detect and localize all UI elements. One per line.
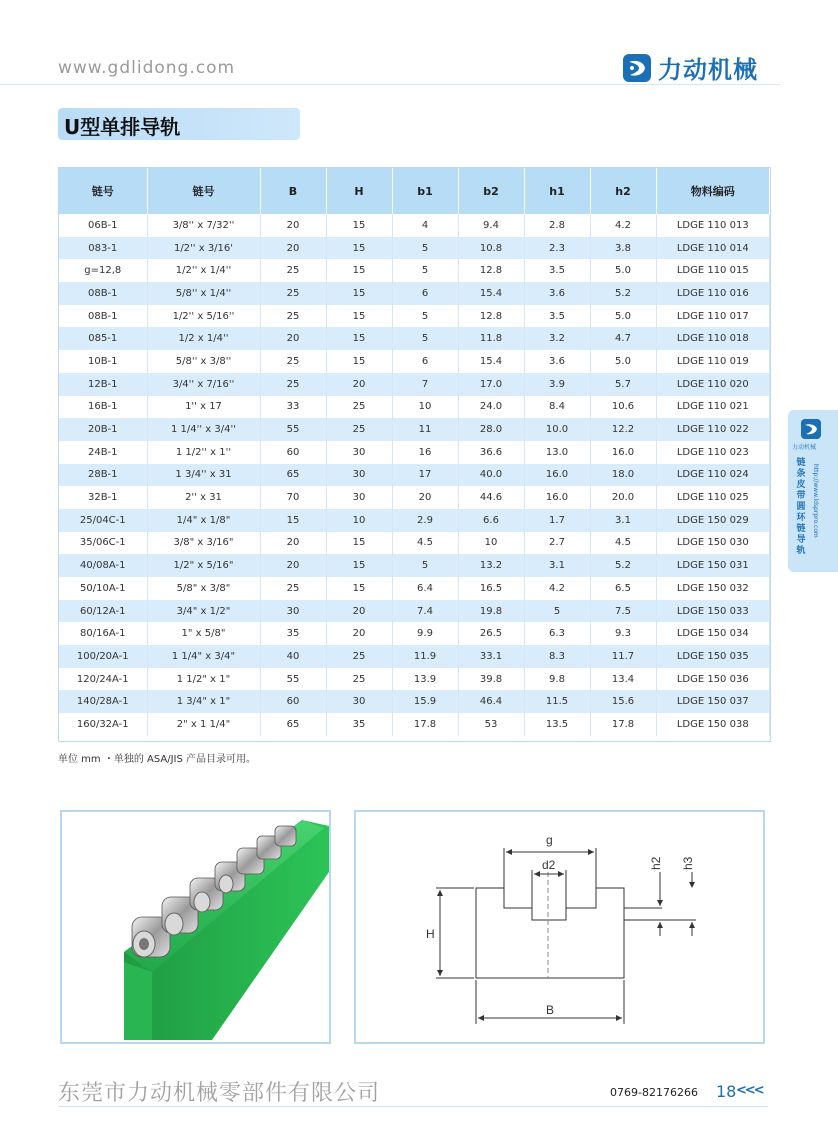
table-cell: 2" x 1 1/4" <box>147 713 260 736</box>
table-cell: 15 <box>326 259 392 282</box>
table-row <box>59 282 770 305</box>
table-cell: 33 <box>260 396 326 419</box>
table-cell: 5 <box>392 554 458 577</box>
table-cell: g=12,8 <box>59 259 147 282</box>
table-cell: 085-1 <box>59 327 147 350</box>
table-cell: 20 <box>260 532 326 555</box>
dim-label-B: B <box>546 1003 555 1017</box>
table-row <box>59 350 770 373</box>
table-cell: 17 <box>392 464 458 487</box>
table-cell: 5.0 <box>590 259 656 282</box>
table-cell: 10 <box>458 532 524 555</box>
page-number: 18 <box>716 1082 737 1101</box>
table-cell: 3.5 <box>524 305 590 328</box>
table-cell: 30 <box>260 600 326 623</box>
table-cell: 25 <box>260 350 326 373</box>
table-cell: LDGE 150 033 <box>656 600 770 623</box>
table-cell: 35 <box>326 713 392 736</box>
u-rail-profile-drawing <box>356 812 763 1042</box>
table-row <box>59 645 770 668</box>
table-cell: 7.4 <box>392 600 458 623</box>
table-cell: 25 <box>326 396 392 419</box>
footer-divider <box>58 1106 768 1107</box>
table-cell: 6.5 <box>590 577 656 600</box>
table-cell: 9.9 <box>392 622 458 645</box>
table-cell: 6 <box>392 282 458 305</box>
table-row <box>59 373 770 396</box>
table-cell: 3.6 <box>524 282 590 305</box>
dim-label-H: H <box>426 927 435 941</box>
table-cell: 13.2 <box>458 554 524 577</box>
table-cell: 15.4 <box>458 282 524 305</box>
table-cell: 12.8 <box>458 305 524 328</box>
table-cell: 1.7 <box>524 509 590 532</box>
table-cell: 55 <box>260 418 326 441</box>
table-cell: 15.4 <box>458 350 524 373</box>
table-cell: 32B-1 <box>59 486 147 509</box>
table-cell: 15.9 <box>392 690 458 713</box>
table-cell: LDGE 150 036 <box>656 668 770 691</box>
table-cell: 40.0 <box>458 464 524 487</box>
column-header: h2 <box>590 168 656 214</box>
table-cell: 08B-1 <box>59 282 147 305</box>
table-cell: 11.8 <box>458 327 524 350</box>
table-cell: 7 <box>392 373 458 396</box>
table-cell: LDGE 150 029 <box>656 509 770 532</box>
table-cell: 35 <box>260 622 326 645</box>
table-cell: 3/8" x 3/16" <box>147 532 260 555</box>
table-cell: 17.8 <box>590 713 656 736</box>
table-row <box>59 509 770 532</box>
table-cell: 3.5 <box>524 259 590 282</box>
table-cell: LDGE 110 023 <box>656 441 770 464</box>
table-cell: 20B-1 <box>59 418 147 441</box>
column-header: b2 <box>458 168 524 214</box>
table-cell: 5.0 <box>590 350 656 373</box>
column-header: H <box>326 168 392 214</box>
table-row <box>59 214 770 237</box>
table-cell: 4.7 <box>590 327 656 350</box>
table-cell: 5/8'' x 3/8'' <box>147 350 260 373</box>
dim-label-h3: h3 <box>681 856 695 870</box>
table-cell: 15 <box>326 237 392 260</box>
table-cell: 3.1 <box>524 554 590 577</box>
brand-name: 力动机械 <box>658 56 758 84</box>
table-cell: 5 <box>524 600 590 623</box>
table-cell: 50/10A-1 <box>59 577 147 600</box>
table-row <box>59 622 770 645</box>
website-url: www.gdlidong.com <box>58 58 236 78</box>
table-cell: 1/2'' x 3/16' <box>147 237 260 260</box>
table-cell: 20 <box>326 622 392 645</box>
table-cell: 10 <box>326 509 392 532</box>
table-row <box>59 418 770 441</box>
table-cell: 1 1/2'' x 1'' <box>147 441 260 464</box>
table-cell: 35/06C-1 <box>59 532 147 555</box>
table-cell: 16B-1 <box>59 396 147 419</box>
table-cell: 5 <box>392 305 458 328</box>
table-cell: 11.9 <box>392 645 458 668</box>
table-cell: LDGE 110 024 <box>656 464 770 487</box>
table-cell: 4.5 <box>392 532 458 555</box>
table-cell: 18.0 <box>590 464 656 487</box>
table-cell: 20 <box>392 486 458 509</box>
section-title-bar <box>58 108 300 140</box>
table-cell: 19.8 <box>458 600 524 623</box>
table-cell: 1 1/2" x 1" <box>147 668 260 691</box>
footer-phone: 0769-82176266 <box>610 1086 698 1099</box>
table-cell: 6 <box>392 350 458 373</box>
table-cell: 1'' x 17 <box>147 396 260 419</box>
table-row <box>59 259 770 282</box>
table-cell: LDGE 110 021 <box>656 396 770 419</box>
table-cell: 06B-1 <box>59 214 147 237</box>
table-cell: 15 <box>326 282 392 305</box>
table-cell: 4.5 <box>590 532 656 555</box>
table-cell: 3.1 <box>590 509 656 532</box>
table-cell: 26.5 <box>458 622 524 645</box>
side-tab-url: http://www.ldsprpro.com <box>812 464 819 538</box>
table-cell: 15 <box>326 327 392 350</box>
table-cell: 13.9 <box>392 668 458 691</box>
table-cell: 20 <box>260 237 326 260</box>
table-cell: 60/12A-1 <box>59 600 147 623</box>
table-row <box>59 600 770 623</box>
table-cell: LDGE 110 016 <box>656 282 770 305</box>
table-cell: 28B-1 <box>59 464 147 487</box>
table-cell: 28.0 <box>458 418 524 441</box>
table-cell: 46.4 <box>458 690 524 713</box>
table-cell: 25 <box>260 577 326 600</box>
table-cell: 4.2 <box>524 577 590 600</box>
table-cell: 9.3 <box>590 622 656 645</box>
table-cell: LDGE 110 019 <box>656 350 770 373</box>
table-cell: 25 <box>326 418 392 441</box>
table-cell: 16.0 <box>590 441 656 464</box>
table-cell: 13.5 <box>524 713 590 736</box>
dim-label-h2: h2 <box>649 856 663 870</box>
table-cell: 4 <box>392 214 458 237</box>
table-cell: 5 <box>392 237 458 260</box>
table-cell: 16.0 <box>524 486 590 509</box>
side-logo-icon <box>800 418 822 440</box>
table-cell: 12.2 <box>590 418 656 441</box>
table-cell: LDGE 110 025 <box>656 486 770 509</box>
table-cell: 2.8 <box>524 214 590 237</box>
table-cell: 2.3 <box>524 237 590 260</box>
table-cell: 11.7 <box>590 645 656 668</box>
table-cell: 3/8'' x 7/32'' <box>147 214 260 237</box>
table-row <box>59 532 770 555</box>
table-cell: 30 <box>326 441 392 464</box>
table-cell: 13.0 <box>524 441 590 464</box>
table-cell: 1 1/4" x 3/4" <box>147 645 260 668</box>
table-cell: 15.6 <box>590 690 656 713</box>
table-cell: 24B-1 <box>59 441 147 464</box>
table-cell: 11 <box>392 418 458 441</box>
table-cell: 5/8'' x 1/4'' <box>147 282 260 305</box>
table-cell: 20 <box>326 600 392 623</box>
table-cell: LDGE 150 032 <box>656 577 770 600</box>
table-cell: 5.2 <box>590 282 656 305</box>
table-cell: 1/2 x 1/4'' <box>147 327 260 350</box>
table-cell: 08B-1 <box>59 305 147 328</box>
table-cell: 083-1 <box>59 237 147 260</box>
table-cell: 9.4 <box>458 214 524 237</box>
chevron-left-icon: <<< <box>736 1083 763 1098</box>
table-cell: 15 <box>326 554 392 577</box>
side-logo-text: 力动机械 <box>792 444 817 451</box>
table-cell: LDGE 150 035 <box>656 645 770 668</box>
table-cell: 120/24A-1 <box>59 668 147 691</box>
table-cell: 1 1/4'' x 3/4'' <box>147 418 260 441</box>
table-cell: 65 <box>260 464 326 487</box>
table-cell: 15 <box>326 214 392 237</box>
table-cell: LDGE 150 030 <box>656 532 770 555</box>
table-cell: 25 <box>260 373 326 396</box>
table-cell: 10.8 <box>458 237 524 260</box>
table-cell: 2'' x 31 <box>147 486 260 509</box>
table-cell: LDGE 110 013 <box>656 214 770 237</box>
table-cell: 44.6 <box>458 486 524 509</box>
table-row <box>59 486 770 509</box>
table-cell: 17.8 <box>392 713 458 736</box>
table-cell: 53 <box>458 713 524 736</box>
table-cell: 1/2" x 5/16" <box>147 554 260 577</box>
table-cell: 10.6 <box>590 396 656 419</box>
side-tab-label: 链条 皮带 圆环链导轨 <box>796 458 806 556</box>
table-cell: 5.2 <box>590 554 656 577</box>
table-cell: LDGE 150 037 <box>656 690 770 713</box>
table-cell: LDGE 110 020 <box>656 373 770 396</box>
table-cell: 15 <box>326 532 392 555</box>
table-cell: 2.9 <box>392 509 458 532</box>
spec-table <box>59 168 770 736</box>
table-cell: LDGE 150 034 <box>656 622 770 645</box>
table-cell: 20 <box>260 327 326 350</box>
table-cell: 20 <box>260 554 326 577</box>
table-cell: 3.9 <box>524 373 590 396</box>
table-cell: 60 <box>260 441 326 464</box>
cross-section-diagram <box>354 810 765 1044</box>
table-cell: 24.0 <box>458 396 524 419</box>
table-cell: 17.0 <box>458 373 524 396</box>
table-cell: LDGE 110 018 <box>656 327 770 350</box>
table-cell: 12.8 <box>458 259 524 282</box>
table-cell: 1 3/4'' x 31 <box>147 464 260 487</box>
table-cell: 40 <box>260 645 326 668</box>
table-cell: 20 <box>326 373 392 396</box>
table-cell: 3/4" x 1/2" <box>147 600 260 623</box>
column-header: 链号 <box>59 168 147 214</box>
table-cell: 5.7 <box>590 373 656 396</box>
table-cell: 5/8" x 3/8" <box>147 577 260 600</box>
table-row <box>59 441 770 464</box>
table-cell: 16.0 <box>524 464 590 487</box>
table-cell: 5.0 <box>590 305 656 328</box>
dim-label-d2: d2 <box>542 858 556 872</box>
table-cell: LDGE 110 017 <box>656 305 770 328</box>
table-cell: 3.2 <box>524 327 590 350</box>
table-cell: 30 <box>326 464 392 487</box>
table-row <box>59 690 770 713</box>
table-cell: 7.5 <box>590 600 656 623</box>
table-cell: 16.5 <box>458 577 524 600</box>
table-cell: 30 <box>326 690 392 713</box>
table-cell: 1/4" x 1/8" <box>147 509 260 532</box>
table-cell: 20.0 <box>590 486 656 509</box>
table-row <box>59 668 770 691</box>
table-row <box>59 464 770 487</box>
chain-on-guide-rail-image <box>62 812 329 1042</box>
table-cell: 25 <box>260 282 326 305</box>
side-tab <box>788 410 838 572</box>
table-cell: 25 <box>326 645 392 668</box>
table-cell: 13.4 <box>590 668 656 691</box>
table-cell: 70 <box>260 486 326 509</box>
table-cell: 3.6 <box>524 350 590 373</box>
table-cell: 5 <box>392 327 458 350</box>
table-cell: 16 <box>392 441 458 464</box>
table-row <box>59 396 770 419</box>
column-header: h1 <box>524 168 590 214</box>
table-cell: LDGE 150 038 <box>656 713 770 736</box>
table-body <box>59 214 770 736</box>
table-cell: 160/32A-1 <box>59 713 147 736</box>
table-cell: 25 <box>260 259 326 282</box>
table-cell: 30 <box>326 486 392 509</box>
dim-label-g: g <box>546 833 553 847</box>
table-header-row <box>59 168 770 214</box>
table-cell: 140/28A-1 <box>59 690 147 713</box>
table-cell: 6.3 <box>524 622 590 645</box>
page-title: U型单排导轨 <box>64 115 181 139</box>
table-cell: 25/04C-1 <box>59 509 147 532</box>
table-row <box>59 554 770 577</box>
table-cell: 15 <box>326 577 392 600</box>
column-header: B <box>260 168 326 214</box>
table-cell: 1/2'' x 1/4'' <box>147 259 260 282</box>
table-cell: 12B-1 <box>59 373 147 396</box>
table-cell: 15 <box>326 350 392 373</box>
table-cell: 33.1 <box>458 645 524 668</box>
table-cell: 1" x 5/8" <box>147 622 260 645</box>
table-cell: 3/4'' x 7/16'' <box>147 373 260 396</box>
table-cell: 60 <box>260 690 326 713</box>
table-row <box>59 237 770 260</box>
table-cell: 65 <box>260 713 326 736</box>
table-cell: 10.0 <box>524 418 590 441</box>
column-header: b1 <box>392 168 458 214</box>
table-cell: 6.6 <box>458 509 524 532</box>
table-row <box>59 577 770 600</box>
table-cell: LDGE 150 031 <box>656 554 770 577</box>
footer-company-name: 东莞市力动机械零部件有限公司 <box>58 1081 381 1106</box>
table-cell: 4.2 <box>590 214 656 237</box>
column-header: 物料编码 <box>656 168 770 214</box>
table-cell: 40/08A-1 <box>59 554 147 577</box>
table-row <box>59 713 770 736</box>
table-cell: 100/20A-1 <box>59 645 147 668</box>
column-header: 链号 <box>147 168 260 214</box>
table-cell: 80/16A-1 <box>59 622 147 645</box>
table-cell: 1/2'' x 5/16'' <box>147 305 260 328</box>
unit-note: 单位 mm ・单独的 ASA/JIS 产品目录可用。 <box>58 754 257 765</box>
table-cell: 6.4 <box>392 577 458 600</box>
table-cell: LDGE 110 015 <box>656 259 770 282</box>
table-cell: 36.6 <box>458 441 524 464</box>
table-cell: 25 <box>260 305 326 328</box>
table-row <box>59 305 770 328</box>
table-cell: 10 <box>392 396 458 419</box>
table-cell: 25 <box>326 668 392 691</box>
table-cell: LDGE 110 014 <box>656 237 770 260</box>
spec-table-container <box>58 167 771 742</box>
table-row <box>59 327 770 350</box>
table-cell: 15 <box>326 305 392 328</box>
brand-logo <box>622 50 758 85</box>
table-cell: LDGE 110 022 <box>656 418 770 441</box>
table-cell: 10B-1 <box>59 350 147 373</box>
table-cell: 39.8 <box>458 668 524 691</box>
table-cell: 55 <box>260 668 326 691</box>
table-cell: 11.5 <box>524 690 590 713</box>
table-cell: 9.8 <box>524 668 590 691</box>
table-cell: 5 <box>392 259 458 282</box>
table-cell: 2.7 <box>524 532 590 555</box>
brand-mark-icon <box>622 53 652 83</box>
table-cell: 1 3/4" x 1" <box>147 690 260 713</box>
table-cell: 8.3 <box>524 645 590 668</box>
product-photo <box>60 810 331 1044</box>
table-cell: 15 <box>260 509 326 532</box>
table-cell: 3.8 <box>590 237 656 260</box>
table-cell: 8.4 <box>524 396 590 419</box>
table-cell: 20 <box>260 214 326 237</box>
